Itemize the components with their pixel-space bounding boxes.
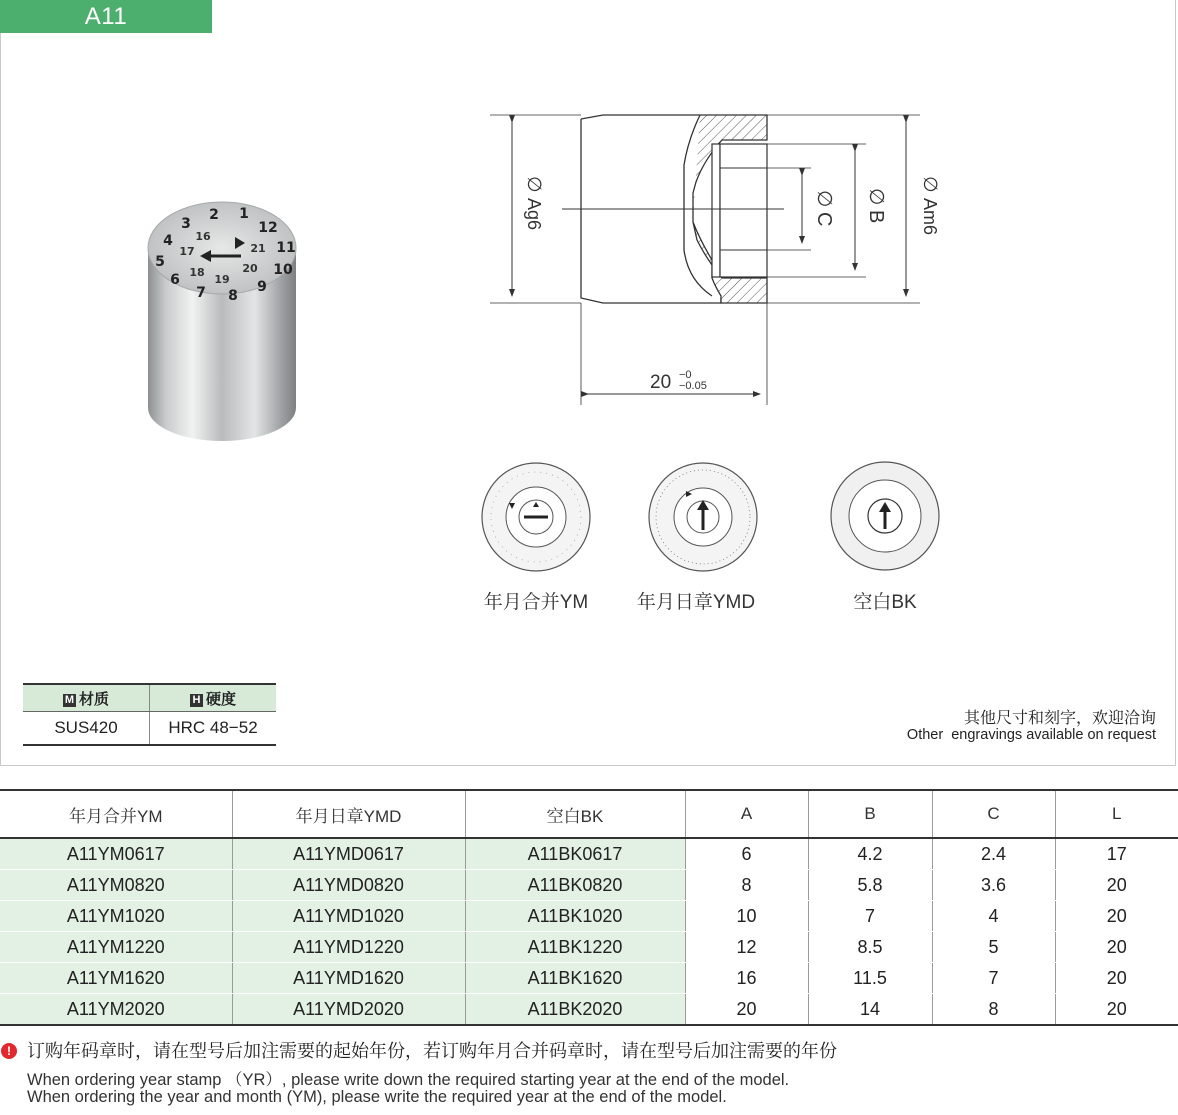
length-tolerance-upper: −0 (679, 369, 692, 381)
table-row (0, 870, 1178, 901)
spec-header-c: C (932, 790, 1055, 838)
spec-table (0, 789, 1178, 1026)
cell-ymd: A11YMD0617 (232, 838, 465, 870)
spec-header-b: B (808, 790, 932, 838)
spec-header-ym: 年月合并YM (0, 790, 232, 838)
photo-num-1: 1 (239, 206, 249, 222)
material-header (23, 684, 150, 712)
cell-ym: A11YM1620 (0, 963, 232, 994)
spec-header-a: A (685, 790, 808, 838)
table-row (0, 901, 1178, 932)
material-value: SUS420 (23, 712, 150, 746)
stamp-ymd-label: 年月日章YMD (636, 592, 756, 613)
section-view (490, 115, 920, 405)
ordering-note-cn: 订购年码章时，请在型号后加注需要的起始年份，若订购年月合并码章时，请在型号后加注需要的年份 (27, 1041, 837, 1061)
cell-bk: A11BK1020 (465, 901, 685, 932)
photo-num-2: 2 (209, 207, 219, 223)
cell-bk: A11BK1620 (465, 963, 685, 994)
photo-num-11: 11 (276, 240, 296, 256)
cell-a: 20 (685, 994, 808, 1026)
material-table (23, 683, 276, 746)
spec-header-bk: 空白BK (465, 790, 685, 838)
cell-b: 11.5 (808, 963, 932, 994)
dim-a-m6-symbol: ∅ (919, 176, 940, 193)
cell-c: 3.6 (932, 870, 1055, 901)
spec-header-ymd: 年月日章YMD (232, 790, 465, 838)
cell-bk: A11BK2020 (465, 994, 685, 1026)
photo-num-9: 9 (257, 279, 267, 295)
cell-l: 20 (1055, 994, 1178, 1026)
cell-a: 10 (685, 901, 808, 932)
stamp-bk-diagram (831, 462, 939, 570)
cell-bk: A11BK0617 (465, 838, 685, 870)
custom-note-cn: 其他尺寸和刻字，欢迎洽询 (963, 710, 1156, 727)
cell-ym: A11YM0617 (0, 838, 232, 870)
photo-num-19: 19 (214, 273, 230, 286)
cell-ym: A11YM1020 (0, 901, 232, 932)
photo-num-7: 7 (196, 285, 206, 301)
cell-a: 8 (685, 870, 808, 901)
stamp-ym-diagram (482, 463, 590, 571)
cell-ymd: A11YMD2020 (232, 994, 465, 1026)
cell-ym: A11YM0820 (0, 870, 232, 901)
custom-note-en: Other engravings available on request (906, 727, 1156, 743)
cell-l: 20 (1055, 932, 1178, 963)
cell-c: 5 (932, 932, 1055, 963)
cell-c: 7 (932, 963, 1055, 994)
ordering-note-en-2: When ordering the year and month (YM), please write the required year at the end of the model. (27, 1088, 727, 1106)
cell-b: 7 (808, 901, 932, 932)
dim-a-g6-symbol: ∅ (523, 176, 544, 193)
dim-a-m6-label: Am6 (920, 198, 940, 236)
cell-l: 20 (1055, 870, 1178, 901)
cell-c: 2.4 (932, 838, 1055, 870)
hardness-header-label: 硬度 (205, 690, 236, 708)
ordering-note-en-1: When ordering year stamp （YR）, please write down the required starting year at the end of the model. (27, 1071, 790, 1089)
dim-c-symbol: ∅ (813, 190, 835, 208)
cell-a: 6 (685, 838, 808, 870)
hardness-value: HRC 48−52 (150, 712, 277, 746)
dim-b-label: B (865, 210, 887, 224)
model-title-tab: A11 (0, 0, 212, 33)
length-dimension: 20 (650, 372, 672, 393)
cell-a: 12 (685, 932, 808, 963)
cell-ym: A11YM2020 (0, 994, 232, 1026)
cell-ymd: A11YMD1620 (232, 963, 465, 994)
dim-c-label: C (813, 212, 835, 227)
photo-num-18: 18 (189, 266, 205, 279)
photo-num-20: 20 (242, 262, 258, 275)
cell-b: 5.8 (808, 870, 932, 901)
stamp-ym-label: 年月合并YM (483, 592, 589, 613)
exclamation-circle-icon: ! (1, 1043, 17, 1059)
material-header-label: 材质 (78, 690, 109, 708)
photo-num-4: 4 (163, 233, 173, 249)
photo-num-12: 12 (258, 220, 278, 236)
cell-c: 4 (932, 901, 1055, 932)
cell-bk: A11BK1220 (465, 932, 685, 963)
dim-a-g6-label: Ag6 (524, 198, 544, 231)
table-row (0, 932, 1178, 963)
photo-num-10: 10 (273, 262, 293, 278)
cell-c: 8 (932, 994, 1055, 1026)
photo-num-5: 5 (155, 254, 165, 270)
spec-header-l: L (1055, 790, 1178, 838)
dim-b-symbol: ∅ (865, 188, 887, 206)
table-row (0, 994, 1178, 1026)
cell-bk: A11BK0820 (465, 870, 685, 901)
stamp-bk-label: 空白BK (853, 592, 917, 613)
photo-num-17: 17 (179, 245, 195, 258)
length-tolerance-lower: −0.05 (679, 380, 707, 392)
photo-num-21: 21 (250, 242, 266, 255)
cell-l: 20 (1055, 901, 1178, 932)
table-row (0, 838, 1178, 870)
cell-b: 14 (808, 994, 932, 1026)
photo-num-16: 16 (195, 230, 211, 243)
photo-num-6: 6 (170, 272, 180, 288)
cell-ymd: A11YMD0820 (232, 870, 465, 901)
stamp-ymd-diagram (649, 463, 757, 571)
cell-ym: A11YM1220 (0, 932, 232, 963)
cell-a: 16 (685, 963, 808, 994)
product-photo (148, 202, 296, 441)
photo-num-8: 8 (228, 288, 238, 304)
material-key-badge: M (64, 693, 75, 706)
hardness-key-badge: H (190, 694, 203, 707)
cell-b: 4.2 (808, 838, 932, 870)
cell-l: 17 (1055, 838, 1178, 870)
photo-num-3: 3 (181, 216, 191, 232)
cell-b: 8.5 (808, 932, 932, 963)
cell-l: 20 (1055, 963, 1178, 994)
cell-ymd: A11YMD1220 (232, 932, 465, 963)
hardness-header (150, 684, 277, 712)
table-row (0, 963, 1178, 994)
cell-ymd: A11YMD1020 (232, 901, 465, 932)
